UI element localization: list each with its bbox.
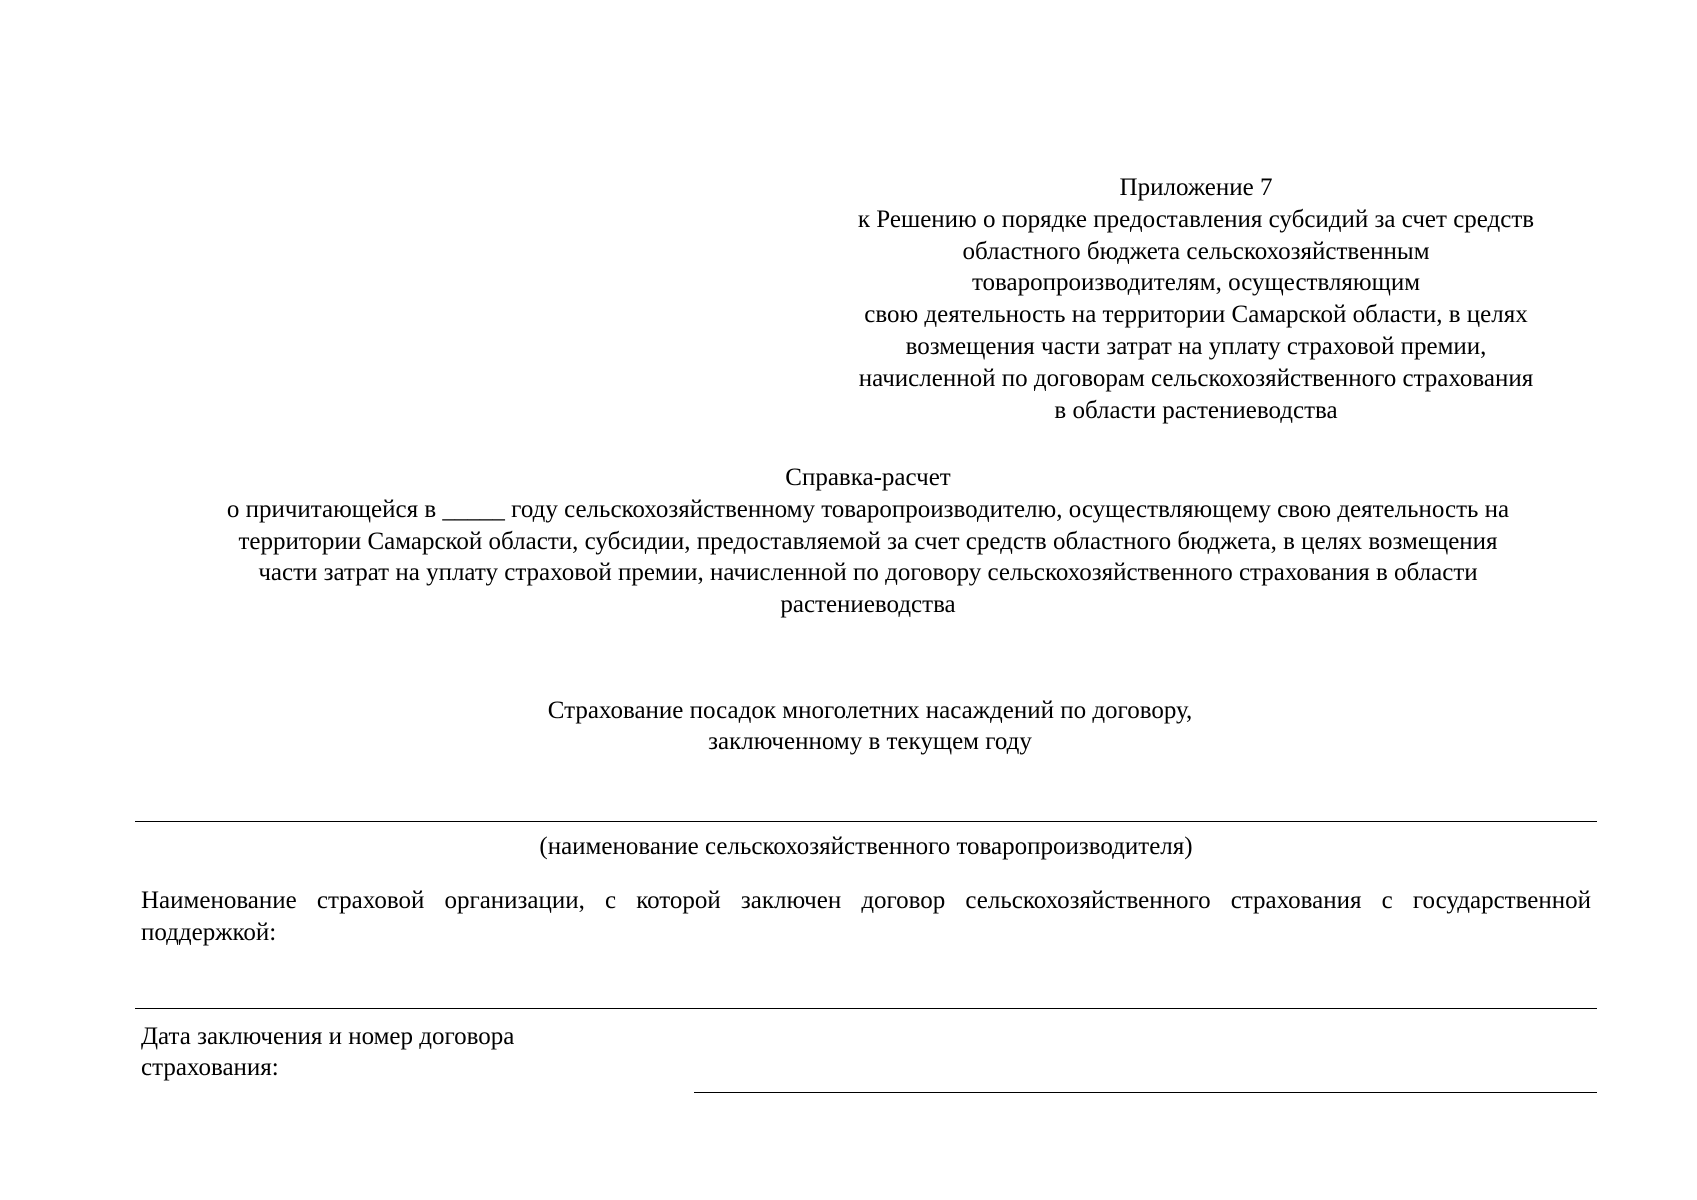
certificate-line: растениеводства <box>780 591 956 619</box>
producer-name-line <box>135 821 1597 822</box>
insurance-type <box>300 695 1440 757</box>
certificate-heading <box>120 462 1616 621</box>
appendix-line: в области растениеводства <box>1054 396 1338 424</box>
producer-name-caption: (наименование сельскохозяйственного товаропроизводителя) <box>539 833 1193 860</box>
appendix-line: возмещения части затрат на уплату страховой премии, <box>905 332 1487 360</box>
certificate-line: территории Самарской области, субсидии, предоставляемой за счет средств областного бюджета, в целях возмещения <box>238 527 1498 555</box>
contract-date-label <box>141 1021 701 1083</box>
certificate-line: части затрат на уплату страховой премии, начисленной по договору сельскохозяйственного страхования в области <box>258 559 1478 587</box>
appendix-line: товаропроизводителям, осуществляющим <box>971 269 1421 297</box>
appendix-number: Приложение 7 <box>1119 174 1273 201</box>
appendix-line: областного бюджета сельскохозяйственным <box>962 237 1430 265</box>
insurance-organization-line <box>135 1008 1597 1009</box>
appendix-header <box>780 172 1612 426</box>
contract-date-label-line: страхования: <box>141 1054 279 1081</box>
certificate-title: Справка-расчет <box>785 464 951 491</box>
appendix-line: начисленной по договорам сельскохозяйственного страхования <box>858 364 1534 392</box>
insurance-organization-label: Наименование страховой организации, с которой заключен договор сельскохозяйственного страхования с государственной поддержкой: <box>141 887 1591 946</box>
appendix-line: к Решению о порядке предоставления субсидий за счет средств <box>857 205 1535 233</box>
insurance-line: Страхование посадок многолетних насаждений по договору, <box>547 697 1193 724</box>
insurance-line: заключенному в текущем году <box>708 728 1032 755</box>
contract-date-label-line: Дата заключения и номер договора <box>141 1023 515 1050</box>
appendix-line: свою деятельность на территории Самарской области, в целях <box>864 301 1528 329</box>
contract-date-line <box>694 1092 1597 1093</box>
certificate-line: о причитающейся в _____ году сельскохозяйственному товаропроизводителю, осуществляющему свою деятельность на <box>226 495 1510 523</box>
